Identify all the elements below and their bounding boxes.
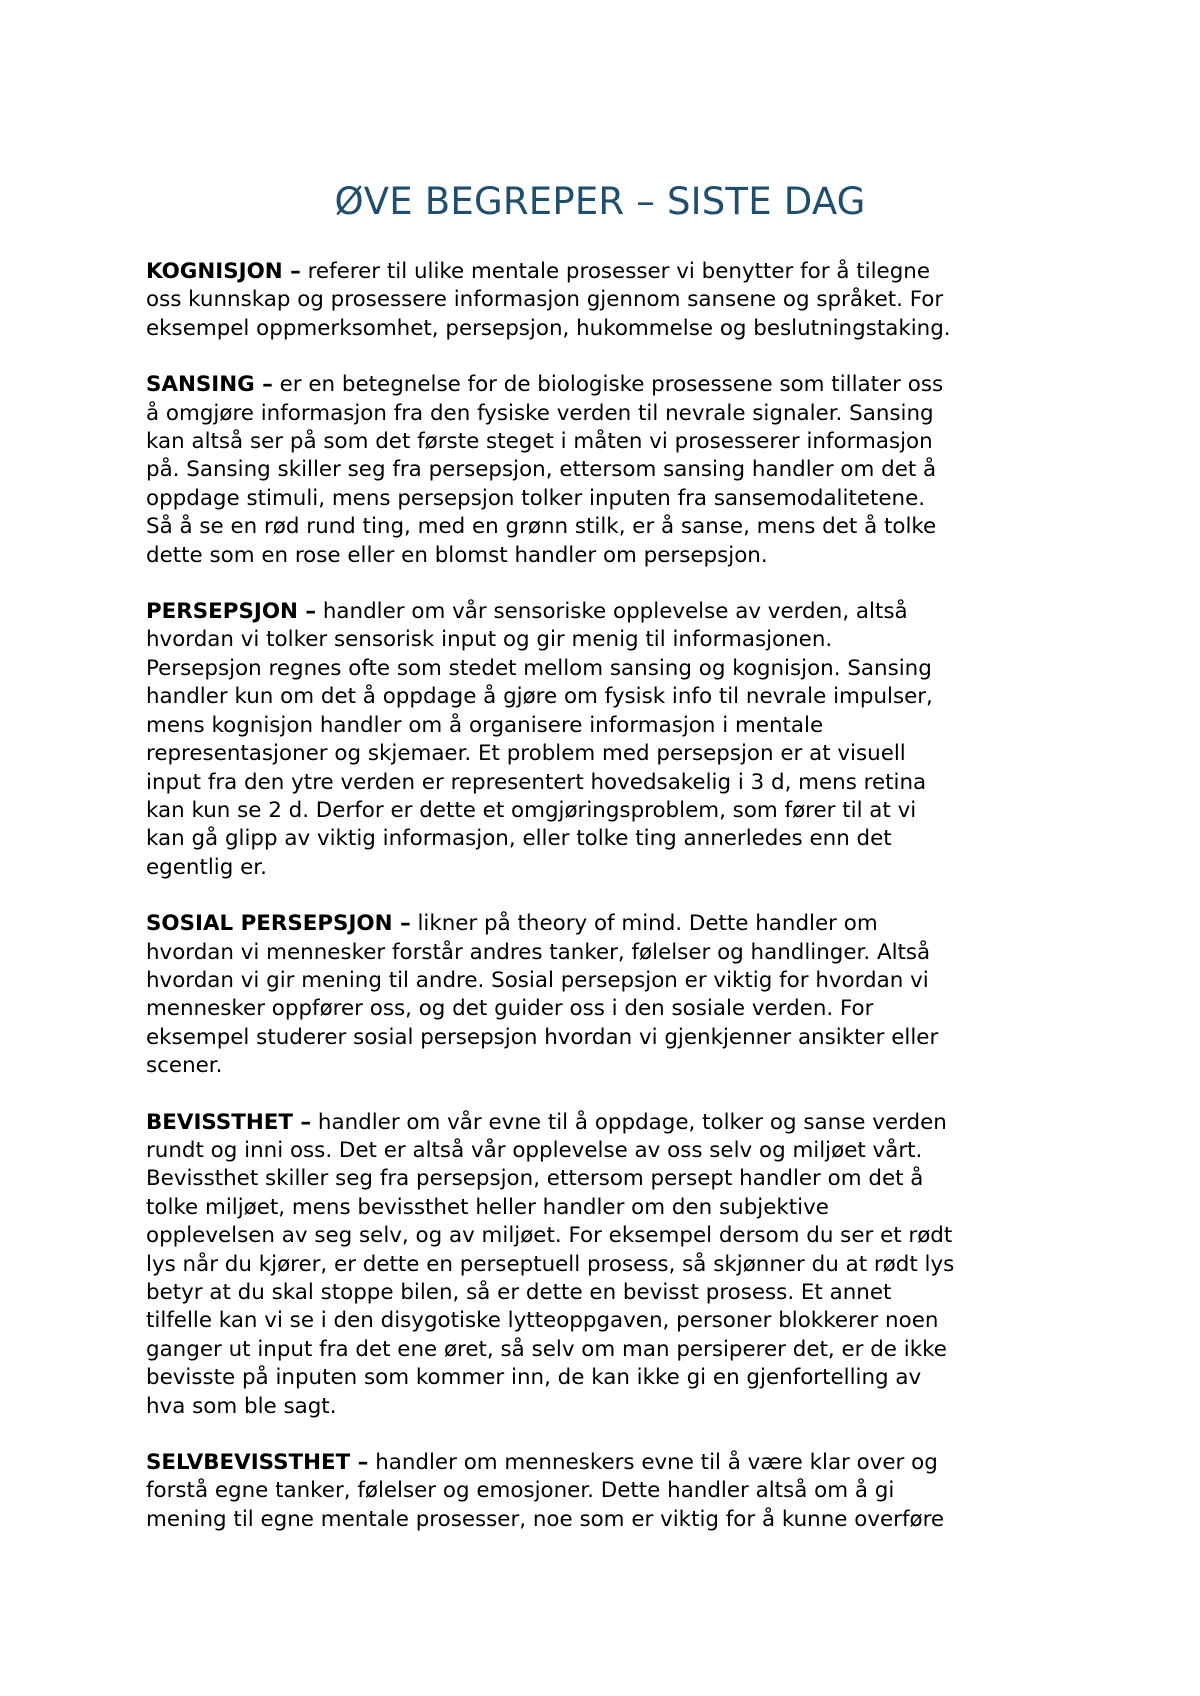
document-body [146,258,1086,1562]
term-persepsjon: PERSEPSJON – [146,599,317,625]
definition-kognisjon: referer til ulike mentale prosesser vi benytter for å tilegne oss kunnskap og prosessere informasjon gjennom sansene og språket. For eksempel oppmerksomhet, persepsjon, hukommelse og beslutningstaking. [146,259,951,341]
entry-sansing [146,371,1086,570]
entry-kognisjon [146,258,1086,343]
entry-sosial-persepsjon [146,910,1086,1080]
entry-persepsjon [146,598,1086,882]
definition-sosial-persepsjon: likner på theory of mind. Dette handler om hvordan vi mennesker forstår andres tanker, følelser og handlinger. Altså hvordan vi gir mening til andre. Sosial persepsjon er viktig for hvordan vi mennesker oppfører oss, og det guider oss i den sosiale verden. For eksempel studerer sosial persepsjon hvordan vi gjenkjenner ansikter eller scener. [146,911,939,1079]
entry-selvbevissthet [146,1449,1086,1534]
term-sansing: SANSING – [146,372,273,398]
term-bevissthet: BEVISSTHET – [146,1109,312,1135]
page-title: ØVE BEGREPER – SISTE DAG [334,180,866,223]
definition-selvbevissthet: handler om menneskers evne til å være klar over og forstå egne tanker, følelser og emosjoner. Dette handler altså om å gi mening til egne mentale prosesser, noe som er viktig for å kunne overføre [146,1450,945,1532]
definition-sansing: er en betegnelse for de biologiske prosessene som tillater oss å omgjøre informasjon fra den fysiske verden til nevrale signaler. Sansing kan altså ser på som det første steget i måten vi prosesserer informasjon på. Sansing skiller seg fra persepsjon, ettersom sansing handler om det å oppdage stimuli, mens persepsjon tolker inputen fra sansemodalitetene. Så å se en rød rund ting, med en grønn stilk, er å sanse, mens det å tolke dette som en rose eller en blomst handler om persepsjon. [146,372,944,568]
term-sosial-persepsjon: SOSIAL PERSEPSJON – [146,911,411,937]
term-kognisjon: KOGNISJON – [146,259,301,284]
entry-bevissthet [146,1109,1086,1421]
term-selvbevissthet: SELVBEVISSTHET – [146,1450,369,1476]
definition-bevissthet: handler om vår evne til å oppdage, tolker og sanse verden rundt og inni oss. Det er altså vår opplevelse av oss selv og miljøet vårt. Bevissthet skiller seg fra persepsjon, ettersom persept handler om det å tolke miljøet, mens bevissthet heller handler om den subjektive opplevelsen av seg selv, og av miljøet. For eksempel dersom du ser et rødt lys når du kjører, er dette en perseptuell prosess, så skjønner du at rødt lys betyr at du skal stoppe bilen, så er dette en bevisst prosess. Et annet tilfelle kan vi se i den disygotiske lytteoppgaven, personer blokkerer noen ganger ut input fra det ene øret, så selv om man persiperer det, er de ikke bevisste på inputen som kommer inn, de kan ikke gi en gjenfortelling av hva som ble sagt. [146,1109,955,1419]
definition-persepsjon: handler om vår sensoriske opplevelse av verden, altså hvordan vi tolker sensorisk input og gir menig til informasjonen. Persepsjon regnes ofte som stedet mellom sansing og kognisjon. Sansing handler kun om det å oppdage å gjøre om fysisk info til nevrale impulser, mens kognisjon handler om å organisere informasjon i mentale representasjoner og skjemaer. Et problem med persepsjon er at visuell input fra den ytre verden er representert hovedsakelig i 3 d, mens retina kan kun se 2 d. Derfor er dette et omgjøringsproblem, som fører til at vi kan gå glipp av viktig informasjon, eller tolke ting annerledes enn det egentlig er. [146,599,933,880]
